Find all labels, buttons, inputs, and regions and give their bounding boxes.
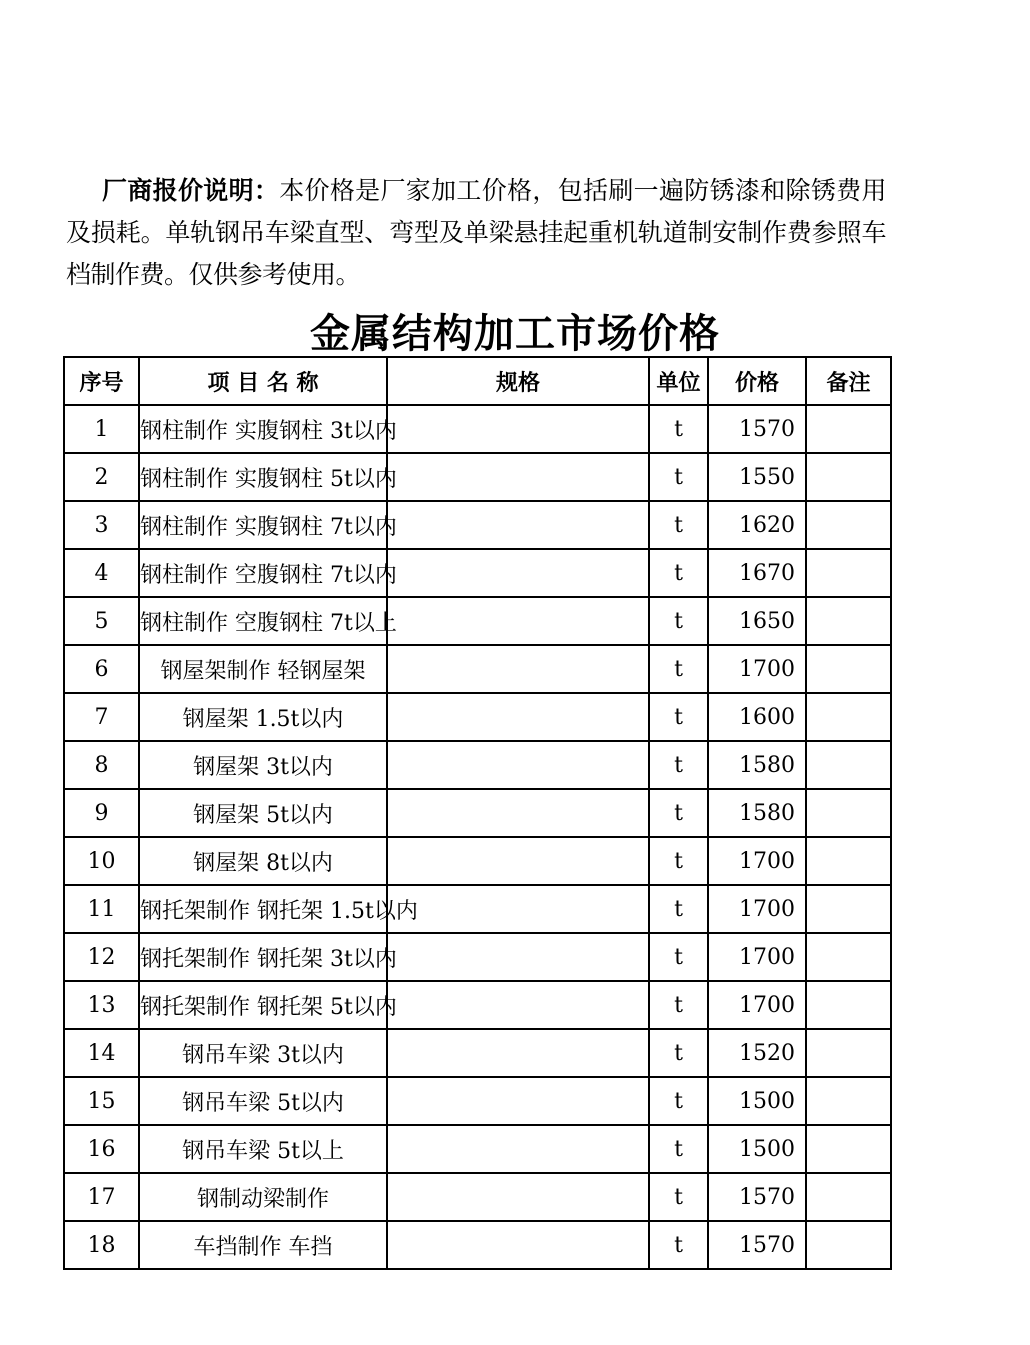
item-unit: t [649, 1125, 708, 1173]
item-unit: t [649, 741, 708, 789]
item-unit: t [649, 1029, 708, 1077]
item-remark [806, 789, 891, 837]
item-price: 1520 [708, 1029, 806, 1077]
table-row [64, 837, 891, 885]
table-row [64, 885, 891, 933]
table-row [64, 645, 891, 693]
price-table [63, 356, 892, 1270]
table-row [64, 741, 891, 789]
item-unit: t [649, 1077, 708, 1125]
item-price: 1600 [708, 693, 806, 741]
item-remark [806, 981, 891, 1029]
item-spec [387, 597, 649, 645]
item-name: 钢柱制作 实腹钢柱 3t以内 [139, 405, 387, 453]
item-remark [806, 837, 891, 885]
item-remark [806, 693, 891, 741]
header-spec: 规格 [387, 357, 649, 405]
item-remark [806, 885, 891, 933]
table-body [64, 405, 891, 1269]
table-row [64, 501, 891, 549]
item-name: 钢屋架 8t以内 [139, 837, 387, 885]
item-spec [387, 453, 649, 501]
item-spec [387, 789, 649, 837]
item-name: 钢托架制作 钢托架 5t以内 [139, 981, 387, 1029]
item-name: 钢制动梁制作 [139, 1173, 387, 1221]
row-number: 18 [64, 1221, 139, 1269]
table-row [64, 1029, 891, 1077]
item-price: 1700 [708, 645, 806, 693]
item-spec [387, 1077, 649, 1125]
item-name: 钢吊车梁 5t以内 [139, 1077, 387, 1125]
item-unit: t [649, 549, 708, 597]
pricing-note-lead: 厂商报价说明： [102, 176, 280, 205]
item-price: 1570 [708, 405, 806, 453]
item-price: 1500 [708, 1077, 806, 1125]
item-spec [387, 1173, 649, 1221]
item-unit: t [649, 1221, 708, 1269]
row-number: 15 [64, 1077, 139, 1125]
item-price: 1650 [708, 597, 806, 645]
item-remark [806, 741, 891, 789]
row-number: 1 [64, 405, 139, 453]
row-number: 4 [64, 549, 139, 597]
row-number: 10 [64, 837, 139, 885]
item-unit: t [649, 981, 708, 1029]
item-unit: t [649, 597, 708, 645]
header-unit: 单位 [649, 357, 708, 405]
item-unit: t [649, 885, 708, 933]
item-unit: t [649, 933, 708, 981]
item-unit: t [649, 837, 708, 885]
item-unit: t [649, 501, 708, 549]
header-name: 项 目 名 称 [139, 357, 387, 405]
row-number: 2 [64, 453, 139, 501]
item-remark [806, 1029, 891, 1077]
item-spec [387, 837, 649, 885]
header-no: 序号 [64, 357, 139, 405]
row-number: 12 [64, 933, 139, 981]
item-remark [806, 597, 891, 645]
item-remark [806, 1221, 891, 1269]
item-price: 1500 [708, 1125, 806, 1173]
row-number: 6 [64, 645, 139, 693]
item-name: 钢托架制作 钢托架 3t以内 [139, 933, 387, 981]
item-spec [387, 693, 649, 741]
item-name: 车挡制作 车挡 [139, 1221, 387, 1269]
item-remark [806, 501, 891, 549]
item-spec [387, 645, 649, 693]
item-unit: t [649, 405, 708, 453]
item-name: 钢吊车梁 5t以上 [139, 1125, 387, 1173]
item-unit: t [649, 693, 708, 741]
item-price: 1700 [708, 885, 806, 933]
item-name: 钢托架制作 钢托架 1.5t以内 [139, 885, 387, 933]
item-price: 1580 [708, 789, 806, 837]
item-price: 1700 [708, 933, 806, 981]
item-name: 钢柱制作 实腹钢柱 7t以内 [139, 501, 387, 549]
item-remark [806, 1125, 891, 1173]
item-price: 1700 [708, 837, 806, 885]
item-remark [806, 405, 891, 453]
item-remark [806, 645, 891, 693]
header-remark: 备注 [806, 357, 891, 405]
price-sheet [63, 356, 890, 1288]
row-number: 14 [64, 1029, 139, 1077]
pricing-note-text: 本价格是厂家加工价格，包括刷一遍防锈漆和除锈费用及损耗。单轨钢吊车梁直型、弯型及单梁悬挂起重机轨道制安制作费参照车档制作费。仅供参考使用。 [66, 176, 886, 289]
item-remark [806, 1077, 891, 1125]
item-price: 1700 [708, 981, 806, 1029]
row-number: 11 [64, 885, 139, 933]
table-row [64, 981, 891, 1029]
item-remark [806, 453, 891, 501]
item-spec [387, 1029, 649, 1077]
item-unit: t [649, 453, 708, 501]
item-name: 钢屋架 3t以内 [139, 741, 387, 789]
table-row [64, 453, 891, 501]
item-price: 1550 [708, 453, 806, 501]
item-price: 1570 [708, 1173, 806, 1221]
pricing-note [66, 170, 886, 296]
item-remark [806, 1173, 891, 1221]
table-row [64, 693, 891, 741]
item-price: 1670 [708, 549, 806, 597]
table-row [64, 1221, 891, 1269]
item-spec [387, 885, 649, 933]
item-name: 钢吊车梁 3t以内 [139, 1029, 387, 1077]
item-unit: t [649, 789, 708, 837]
table-row [64, 933, 891, 981]
item-name: 钢柱制作 空腹钢柱 7t以上 [139, 597, 387, 645]
item-name: 钢柱制作 实腹钢柱 5t以内 [139, 453, 387, 501]
item-price: 1580 [708, 741, 806, 789]
table-row [64, 597, 891, 645]
item-unit: t [649, 1173, 708, 1221]
row-number: 16 [64, 1125, 139, 1173]
page-title: 金属结构加工市场价格 [310, 310, 720, 357]
item-remark [806, 933, 891, 981]
item-remark [806, 549, 891, 597]
table-row [64, 1173, 891, 1221]
row-number: 7 [64, 693, 139, 741]
item-spec [387, 405, 649, 453]
row-number: 8 [64, 741, 139, 789]
table-header-row [64, 357, 891, 405]
item-spec [387, 981, 649, 1029]
header-price: 价格 [708, 357, 806, 405]
item-spec [387, 1221, 649, 1269]
row-number: 5 [64, 597, 139, 645]
row-number: 13 [64, 981, 139, 1029]
item-spec [387, 549, 649, 597]
item-name: 钢柱制作 空腹钢柱 7t以内 [139, 549, 387, 597]
item-spec [387, 933, 649, 981]
item-price: 1570 [708, 1221, 806, 1269]
item-spec [387, 501, 649, 549]
table-row [64, 549, 891, 597]
row-number: 3 [64, 501, 139, 549]
item-name: 钢屋架 5t以内 [139, 789, 387, 837]
table-row [64, 1125, 891, 1173]
item-unit: t [649, 645, 708, 693]
table-row [64, 405, 891, 453]
item-name: 钢屋架制作 轻钢屋架 [139, 645, 387, 693]
table-row [64, 789, 891, 837]
item-price: 1620 [708, 501, 806, 549]
item-name: 钢屋架 1.5t以内 [139, 693, 387, 741]
item-spec [387, 741, 649, 789]
table-row [64, 1077, 891, 1125]
item-spec [387, 1125, 649, 1173]
row-number: 17 [64, 1173, 139, 1221]
row-number: 9 [64, 789, 139, 837]
